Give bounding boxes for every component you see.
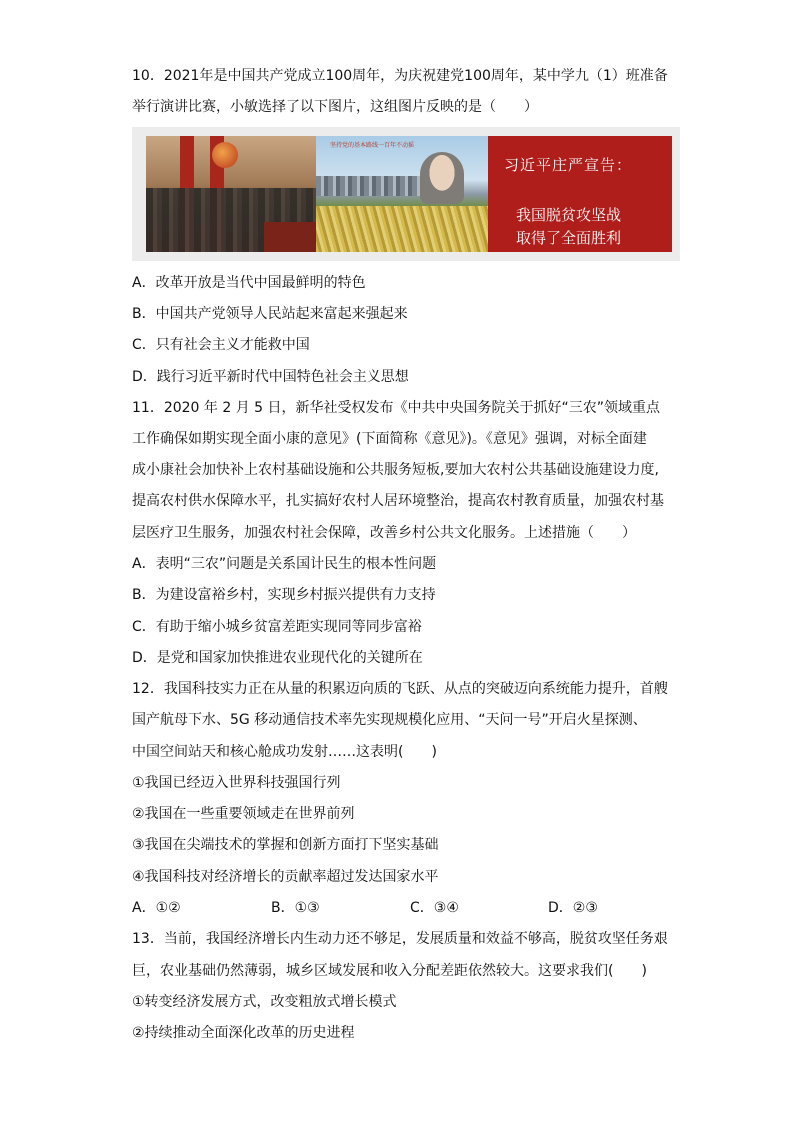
q10-picture-strip <box>132 127 680 261</box>
q10-option-c: C．只有社会主义才能救中国 <box>132 337 310 353</box>
q10-stem-line-2: 举行演讲比赛，小敏选择了以下图片，这组图片反映的是（ ） <box>132 99 538 115</box>
q11-option-a: A．表明“三农”问题是关系国计民生的根本性问题 <box>132 556 437 572</box>
q11-stem-line-1: 11．2020 年 2 月 5 日，新华社受权发布《中共中央国务院关于抓好“三农”领域重点 <box>132 400 661 416</box>
q13-stem-line-2: 巨，农业基础仍然薄弱，城乡区域发展和收入分配差距依然较大。这要求我们( ) <box>132 963 647 979</box>
q10-option-d: D．践行习近平新时代中国特色社会主义思想 <box>132 369 409 385</box>
poster-line-2: 我国脱贫攻坚战 <box>516 206 622 224</box>
q10-stem-line-1: 10．2021年是中国共产党成立100周年，为庆祝建党100周年，某中学九（1）班准备 <box>132 68 668 84</box>
portrait-image <box>420 152 464 204</box>
q11-stem-line-4: 提高农村供水保障水平，扎实搞好农村人居环境整治，提高农村教育质量，加强农村基 <box>132 493 664 509</box>
q12-statement-3: ③我国在尖端技术的掌握和创新方面打下坚实基础 <box>132 837 439 853</box>
q10-option-b: B．中国共产党领导人民站起来富起来强起来 <box>132 306 408 322</box>
q12-choice-a: A．①② <box>132 900 181 916</box>
q12-choice-d: D．②③ <box>548 900 598 916</box>
q13-statement-1: ①转变经济发展方式，改变粗放式增长模式 <box>132 994 397 1010</box>
lantern-icon <box>212 142 238 168</box>
reform-opening-picture <box>316 136 488 252</box>
q12-statement-1: ①我国已经迈入世界科技强国行列 <box>132 775 341 791</box>
q11-stem-line-3: 成小康社会加快补上农村基础设施和公共服务短板,要加大农村公共基础设施建设力度, <box>132 462 659 478</box>
founding-ceremony-picture <box>146 136 316 252</box>
poster-line-1: 习近平庄严宣告： <box>504 156 633 174</box>
q12-stem-line-1: 12．我国科技实力正在从量的积累迈向质的飞跃、从点的突破迈向系统能力提升，首艘 <box>132 681 668 697</box>
poster-line-3: 取得了全面胜利 <box>516 229 622 247</box>
q12-choice-b: B．①③ <box>271 900 320 916</box>
q12-choice-c: C．③④ <box>410 900 459 916</box>
q12-stem-line-2: 国产航母下水、5G 移动通信技术率先实现规模化应用、“天问一号”开启火星探测、 <box>132 712 647 728</box>
poverty-alleviation-poster <box>488 136 672 252</box>
q13-statement-2: ②持续推动全面深化改革的历史进程 <box>132 1025 355 1041</box>
q11-option-d: D．是党和国家加快推进农业现代化的关键所在 <box>132 650 423 666</box>
picture-banner-text: 坚持党的基本路线一百年不动摇 <box>330 142 415 149</box>
q11-option-c: C．有助于缩小城乡贫富差距实现同等同步富裕 <box>132 619 422 635</box>
q10-option-a: A．改革开放是当代中国最鲜明的特色 <box>132 275 366 291</box>
q11-stem-line-5: 层医疗卫生服务，加强农村社会保障，改善乡村公共文化服务。上述措施（ ） <box>132 525 636 541</box>
q12-statement-4: ④我国科技对经济增长的贡献率超过发达国家水平 <box>132 869 439 885</box>
q13-stem-line-1: 13．当前，我国经济增长内生动力还不够足，发展质量和效益不够高，脱贫攻坚任务艰 <box>132 931 668 947</box>
q12-statement-2: ②我国在一些重要领域走在世界前列 <box>132 806 355 822</box>
q11-option-b: B．为建设富裕乡村，实现乡村振兴提供有力支持 <box>132 587 436 603</box>
q11-stem-line-2: 工作确保如期实现全面小康的意见》(下面简称《意见》)。《意见》强调，对标全面建 <box>132 431 647 447</box>
q12-stem-line-3: 中国空间站天和核心舱成功发射……这表明( ) <box>132 744 437 760</box>
